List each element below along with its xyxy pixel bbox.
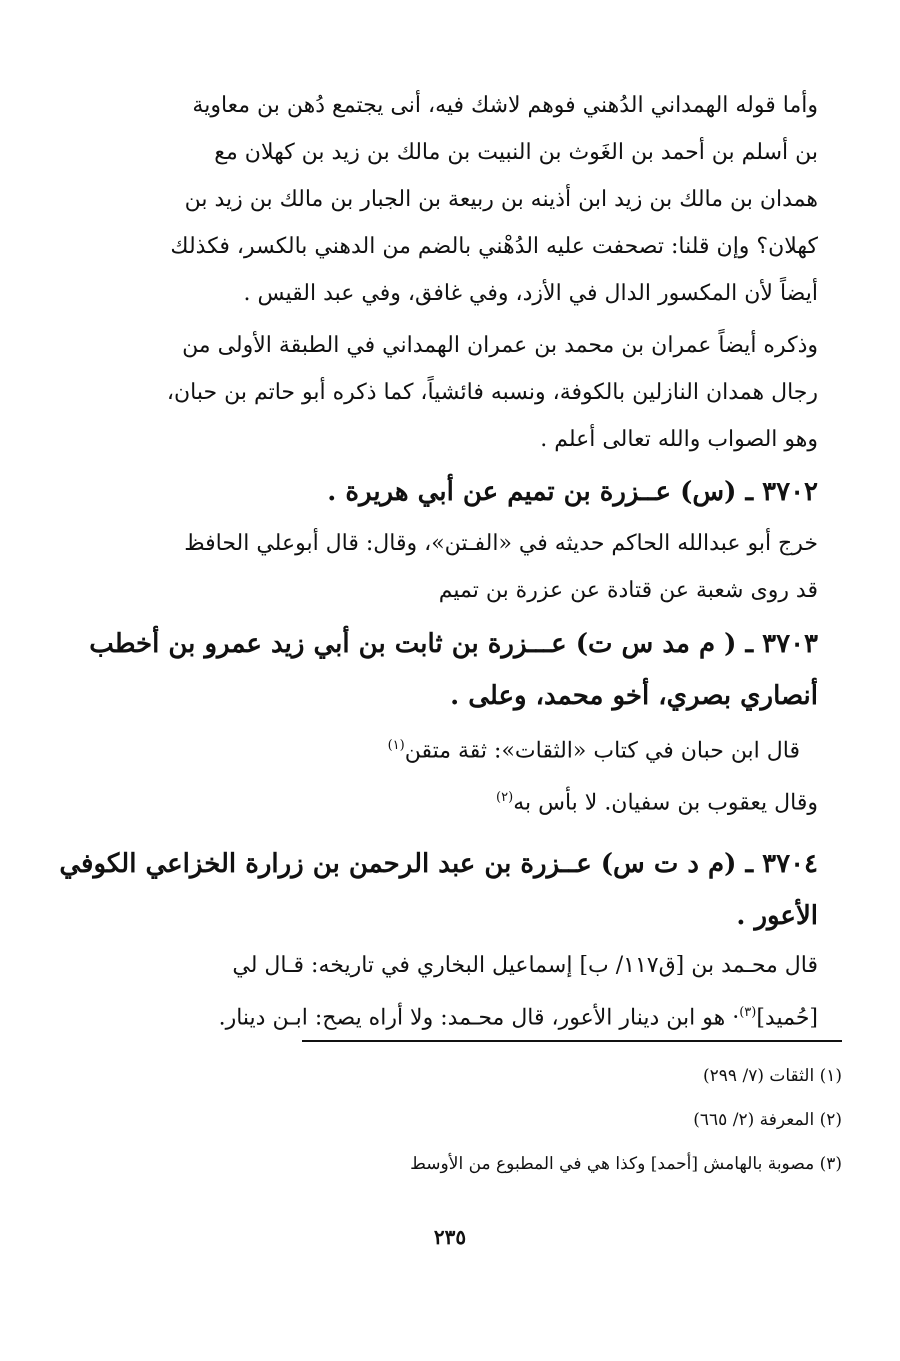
footnote-ref: (١) (387, 738, 405, 753)
entry-3704-line-text: · هو ابن دينار الأعور، قال محـمد: ولا أراه يصح: ابـن دينار. (218, 1005, 740, 1031)
paragraph-1-line: وأما قوله الهمداني الدُهني فوهم لاشك فيه، أنى يجتمع دُهن بن معاوية (192, 93, 818, 118)
paragraph-1-line: كهلان؟ وإن قلنا: تصحفت عليه الدُهْني بالضم من الدهني بالكسر، فكذلك (170, 234, 818, 259)
paragraph-1 (82, 82, 818, 317)
entry-3704-heading (59, 838, 818, 942)
entry-heading-text: ٣٧٠٣ ـ ( م مد س ت) عـــزرة بن ثابت بن أبي زيد عمرو بن أخطب (89, 629, 818, 659)
entry-heading-text: ٣٧٠٢ ـ (س) عــزرة بن تميم عن أبي هريرة . (327, 477, 818, 507)
entry-3704-line (82, 989, 818, 1041)
paragraph-2 (82, 322, 818, 463)
paragraph-2-line: وذكره أيضاً عمران بن محمد بن عمران الهمداني في الطبقة الأولى من (182, 333, 818, 358)
footnote-ref: (٣) (739, 1005, 757, 1020)
entry-3703-body (64, 722, 818, 827)
entry-3704-line-text: [حُميد] (756, 1005, 818, 1031)
paragraph-1-line: أيضاً لأن المكسور الدال في الأزد، وفي غافق، وفي عبد القيس . (243, 281, 818, 306)
footnote-2: (٢) المعرفة (٢/ ٦٦٥) (693, 1110, 842, 1130)
entry-heading-text: ٣٧٠٤ ـ (م د ت س) عــزرة بن عبد الرحمن بن زرارة الخزاعي الكوفي (59, 849, 818, 879)
entry-3702-heading (82, 466, 818, 518)
entry-3703-line (64, 722, 800, 774)
paragraph-2-line: وهو الصواب والله تعالى أعلم . (540, 427, 818, 452)
footnotes (302, 1040, 842, 1186)
paragraph-1-line: بن أسلم بن أحمد بن الغَوث بن النبيت بن مالك بن زيد بن كهلان مع (214, 140, 818, 165)
entry-3702-line: خرج أبو عبدالله الحاكم حديثه في «الفـتن»، وقال: قال أبوعلي الحافظ (184, 531, 818, 556)
entry-heading-text: أنصاري بصري، أخو محمد، وعلى . (450, 681, 818, 711)
entry-3702-line: قد روى شعبة عن قتادة عن عزرة بن تميم (438, 578, 818, 603)
footnote-ref: (٢) (496, 790, 514, 806)
entry-3702-body (82, 520, 818, 614)
entry-heading-text: الأعور . (736, 901, 818, 931)
page-number: ٢٣٥ (433, 1225, 467, 1249)
paragraph-2-line: رجال همدان النازلين بالكوفة، ونسبه فائشياً، كما ذكره أبو حاتم بن حبان، (166, 380, 818, 405)
entry-3703-line (64, 774, 818, 826)
footnote-3: (٣) مصوبة بالهامش [أحمد] وكذا هي في المطبوع من الأوسط (410, 1154, 842, 1174)
footnote-1: (١) الثقات (٧/ ٢٩٩) (703, 1066, 842, 1086)
entry-3703-line-text: قال ابن حبان في كتاب «الثقات»: ثقة متقن (404, 738, 800, 764)
entry-3703-line-text: وقال يعقوب بن سفيان. لا بأس به (513, 790, 818, 816)
entry-3703-heading (82, 618, 818, 722)
entry-3704-body (82, 942, 818, 1041)
paragraph-1-line: همدان بن مالك بن زيد ابن أذينه بن ربيعة بن الجبار بن مالك بن زيد بن (184, 187, 818, 212)
entry-3704-line: قال محـمد بن [ق١١٧/ ب] إسماعيل البخاري في تاريخه: قـال لي (232, 953, 818, 978)
